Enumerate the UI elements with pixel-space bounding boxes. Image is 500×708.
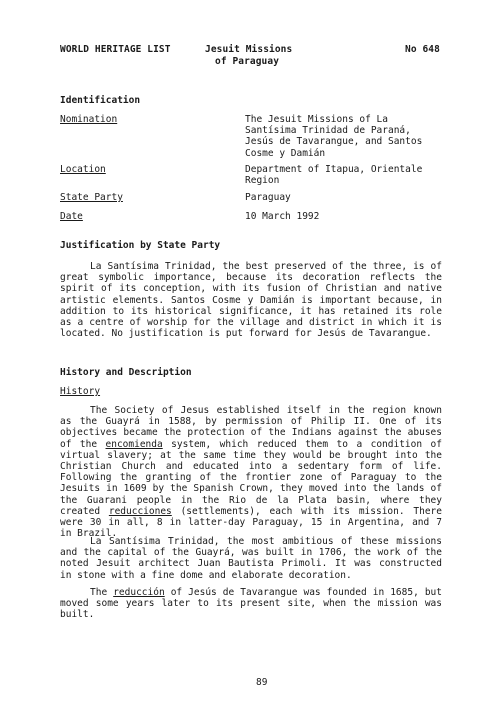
history-p3-text-b: of Jesús de Tavarangue was founded in 1685, but moved some years later to its present site, when the mission was built.	[60, 587, 442, 621]
date-label: Date	[60, 211, 83, 222]
justification-paragraph	[60, 261, 442, 339]
history-paragraph-1	[60, 405, 442, 539]
history-p2-text: La Santísima Trinidad, the most ambitious of these missions and the capital of the Guayrá, was built in 1706, the work of the noted Jesuit architect Juan Bautista Primoli. It was constructed in stone with a fine dome and elaborate decoration.	[60, 536, 442, 581]
page-title-line2: of Paraguay	[215, 56, 280, 67]
location-value: Department of Itapua, Orientale Region	[245, 164, 423, 187]
term-encomienda: encomienda	[105, 438, 163, 450]
history-subheading: History	[60, 386, 101, 397]
history-p1-text-c: (settlements), each with its mission. There were 30 in all, 8 in latter-day Paraguay, 15 in Argentina, and 7 in Brazil.	[60, 505, 442, 540]
page-title-line1: Jesuit Missions	[205, 44, 293, 55]
location-label: Location	[60, 164, 106, 175]
identification-heading: Identification	[60, 95, 141, 106]
history-paragraph-2	[60, 536, 442, 581]
list-name: WORLD HERITAGE LIST	[60, 44, 171, 55]
history-paragraph-3	[60, 587, 442, 621]
date-value: 10 March 1992	[245, 211, 320, 222]
nomination-label: Nomination	[60, 114, 118, 125]
document-number: No 648	[405, 44, 440, 55]
state-party-value: Paraguay	[245, 192, 291, 203]
history-p1-text-b: system, which reduced them to a condition of virtual slavery; at the same time they would be brought into the Christian Church and educated into a sedentary form of life. Following the granting of the frontier zone of Paraguay to the Jesuits in 1609 by the Spanish Crown, they moved into the lands of the Guarani people in the Rio de la Plata basin, where they created	[60, 438, 442, 517]
history-p3-text-a: The	[90, 587, 114, 598]
page-number: 89	[256, 677, 268, 688]
justification-heading: Justification by State Party	[60, 240, 221, 251]
nomination-value: The Jesuit Missions of La Santísima Trinidad de Paraná, Jesús de Tavarangue, and Santos Cosme y Damián	[245, 114, 423, 159]
history-description-heading: History and Description	[60, 367, 192, 378]
term-reduccion: reducción	[113, 587, 165, 598]
justification-text: La Santísima Trinidad, the best preserved of the three, is of great symbolic importance, because its decoration reflects the spirit of its conception, with its fusion of Christian and native artistic elements. Santos Cosme y Damián is important because, in addition to its historical significance, it has retained its role as a centre of worship for the village and district in which it is located. No justification is put forward for Jesús de Tavarangue.	[60, 261, 442, 340]
term-reducciones: reducciones	[108, 505, 172, 517]
history-p1-text-a: The Society of Jesus established itself in the region known as the Guayrá in 1588, by permission of Philip II. One of its objectives became the protection of the Indians against the abuses of the	[60, 405, 442, 450]
state-party-label: State Party	[60, 192, 123, 203]
